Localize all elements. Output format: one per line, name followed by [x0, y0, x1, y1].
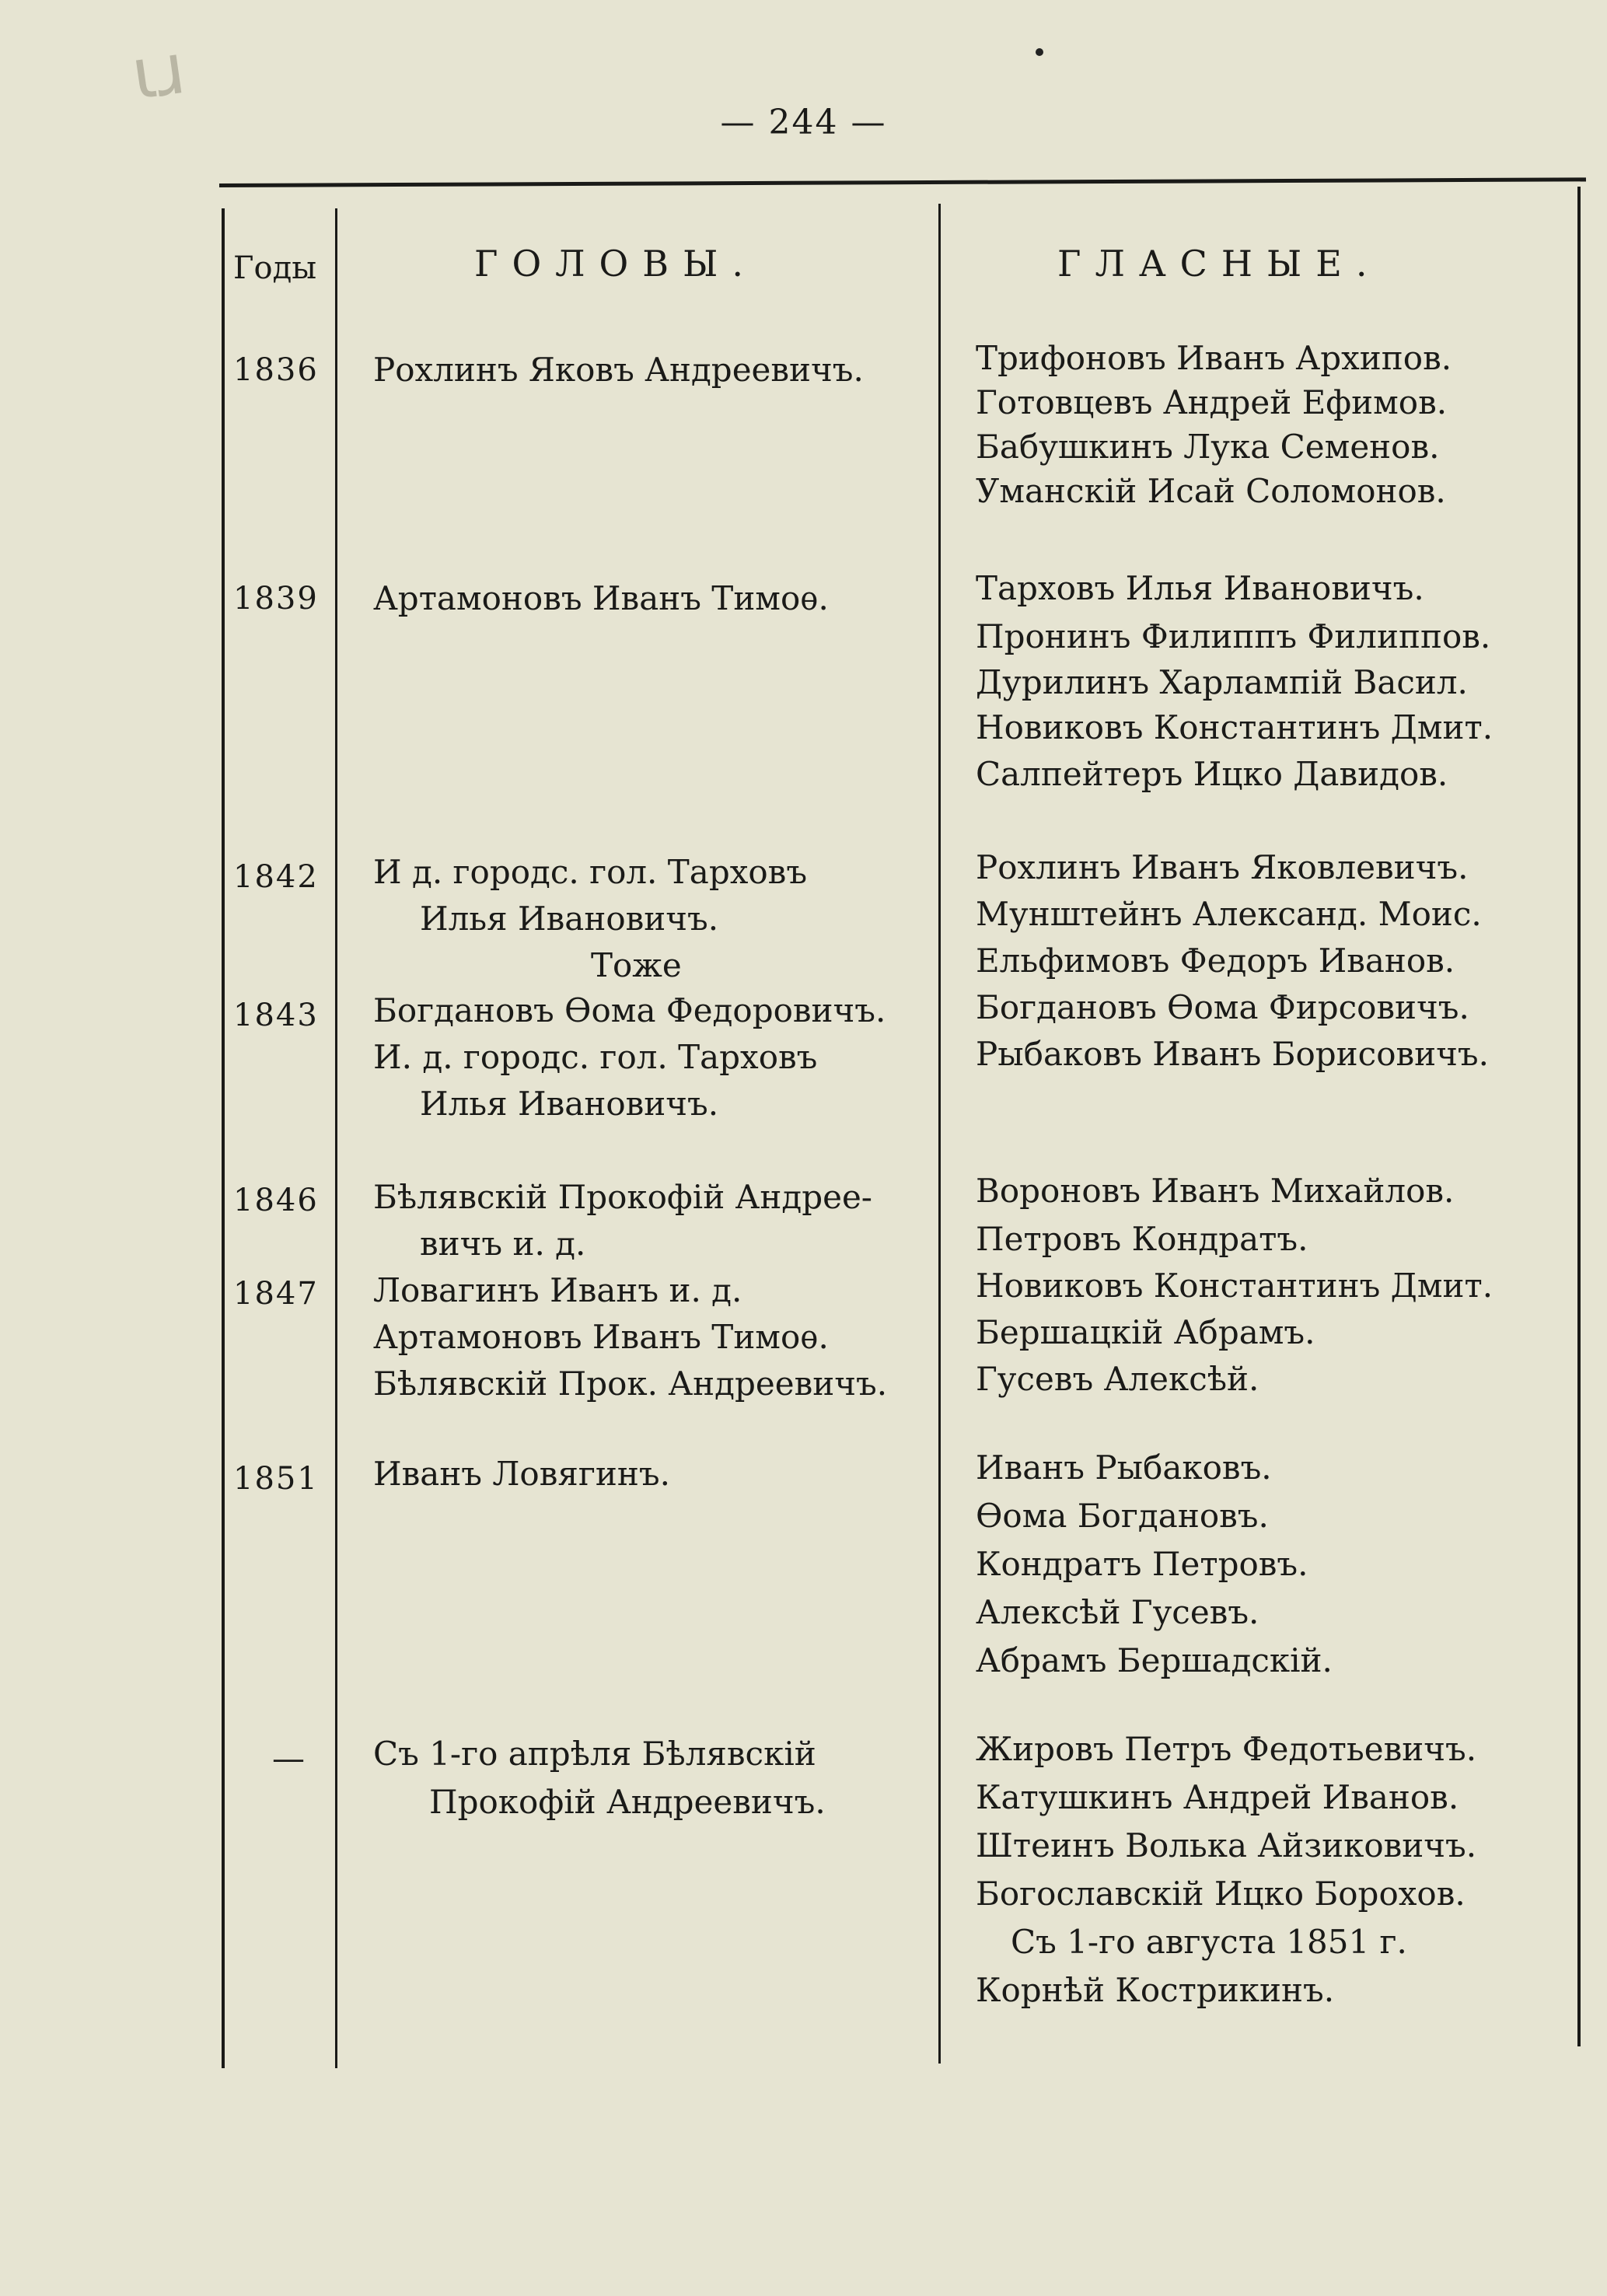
deputy-line: Новиковъ Константинъ Дмит. [976, 708, 1493, 746]
deputy-line: Жировъ Петръ Федотьевичъ. [976, 1730, 1477, 1768]
deputy-line: Вороновъ Иванъ Михайлов. [976, 1172, 1455, 1210]
column-divider-years [335, 208, 337, 2068]
deputy-line: Ѳома Богдановъ. [976, 1497, 1269, 1535]
deputy-line: Алексѣй Гусевъ. [976, 1593, 1259, 1631]
deputy-line: Мунштейнъ Александ. Моис. [976, 895, 1482, 933]
deputy-line: Штеинъ Волька Айзиковичъ. [976, 1826, 1477, 1864]
deputy-line: Дурилинъ Харлампій Васил. [976, 663, 1468, 701]
deputy-line: Ельфимовъ Федоръ Иванов. [976, 942, 1455, 980]
table-top-rule [219, 177, 1586, 187]
header-years: Годы [233, 250, 317, 286]
year-cell: — [272, 1739, 305, 1777]
deputy-line: Салпейтеръ Ицко Давидов. [976, 755, 1448, 793]
head-line: Илья Ивановичъ. [420, 900, 719, 938]
deputy-line: Абрамъ Бершадскій. [976, 1641, 1333, 1679]
header-deputies: ГЛАСНЫЕ. [1057, 243, 1382, 285]
year-cell: 1842 [233, 859, 319, 895]
deputy-line: Бабушкинъ Лука Семенов. [976, 428, 1440, 466]
table-left-border [222, 208, 225, 2068]
year-cell: 1836 [233, 352, 319, 388]
head-line: Тоже [591, 946, 682, 984]
head-line: Илья Ивановичъ. [420, 1085, 719, 1123]
year-cell: 1846 [233, 1183, 319, 1218]
page-number: — 244 — [720, 103, 887, 142]
deputy-line: Уманскій Исай Соломонов. [976, 472, 1446, 510]
deputy-line: Новиковъ Константинъ Дмит. [976, 1267, 1493, 1305]
head-line: Рохлинъ Яковъ Андреевичъ. [373, 351, 864, 389]
head-line: вичъ и. д. [420, 1225, 586, 1263]
head-line: Артамоновъ Иванъ Тимоѳ. [373, 579, 829, 617]
year-cell: 1843 [233, 998, 319, 1033]
deputy-line: Богославскій Ицко Борохов. [976, 1875, 1466, 1913]
deputy-line: Пронинъ Филиппъ Филиппов. [976, 617, 1491, 655]
deputy-line: Кондратъ Петровъ. [976, 1545, 1308, 1583]
year-cell: 1847 [233, 1276, 319, 1312]
column-divider-heads [938, 204, 941, 2064]
head-line: И. д. городс. гол. Тарховъ [373, 1038, 818, 1076]
deputy-line: Рохлинъ Иванъ Яковлевичъ. [976, 848, 1469, 886]
year-cell: 1839 [233, 581, 319, 617]
pencil-mark: ɩɹ [127, 27, 190, 117]
table-right-border [1577, 187, 1581, 2046]
deputy-line: Иванъ Рыбаковъ. [976, 1449, 1272, 1487]
head-line: Прокофій Андреевичъ. [429, 1783, 826, 1821]
head-line: Съ 1-го апрѣля Бѣлявскій [373, 1735, 816, 1773]
head-line: Артамоновъ Иванъ Тимоѳ. [373, 1318, 829, 1356]
head-line: Бѣлявскій Прок. Андреевичъ. [373, 1365, 888, 1403]
head-line: Ловагинъ Иванъ и. д. [373, 1271, 742, 1309]
head-line: И д. городс. гол. Тарховъ [373, 853, 808, 891]
deputy-line: Корнѣй Кострикинъ. [976, 1971, 1335, 2009]
header-heads: ГОЛОВЫ. [474, 243, 757, 285]
deputy-line: Рыбаковъ Иванъ Борисовичъ. [976, 1035, 1489, 1073]
deputy-line: Тарховъ Илья Ивановичъ. [976, 569, 1424, 607]
ink-dot [1036, 48, 1043, 56]
deputy-line: Петровъ Кондратъ. [976, 1220, 1308, 1258]
head-line: Бѣлявскій Прокофій Андрее- [373, 1178, 872, 1216]
head-line: Иванъ Ловягинъ. [373, 1455, 670, 1493]
year-cell: 1851 [233, 1461, 319, 1497]
deputy-line: Трифоновъ Иванъ Архипов. [976, 339, 1452, 377]
deputy-line: Съ 1-го августа 1851 г. [1011, 1923, 1407, 1961]
deputy-line: Бершацкій Абрамъ. [976, 1313, 1315, 1351]
deputy-line: Богдановъ Ѳома Фирсовичъ. [976, 988, 1469, 1026]
deputy-line: Гусевъ Алексѣй. [976, 1360, 1259, 1398]
deputy-line: Катушкинъ Андрей Иванов. [976, 1778, 1459, 1816]
head-line: Богдановъ Ѳома Федоровичъ. [373, 991, 886, 1029]
deputy-line: Готовцевъ Андрей Ефимов. [976, 383, 1448, 421]
